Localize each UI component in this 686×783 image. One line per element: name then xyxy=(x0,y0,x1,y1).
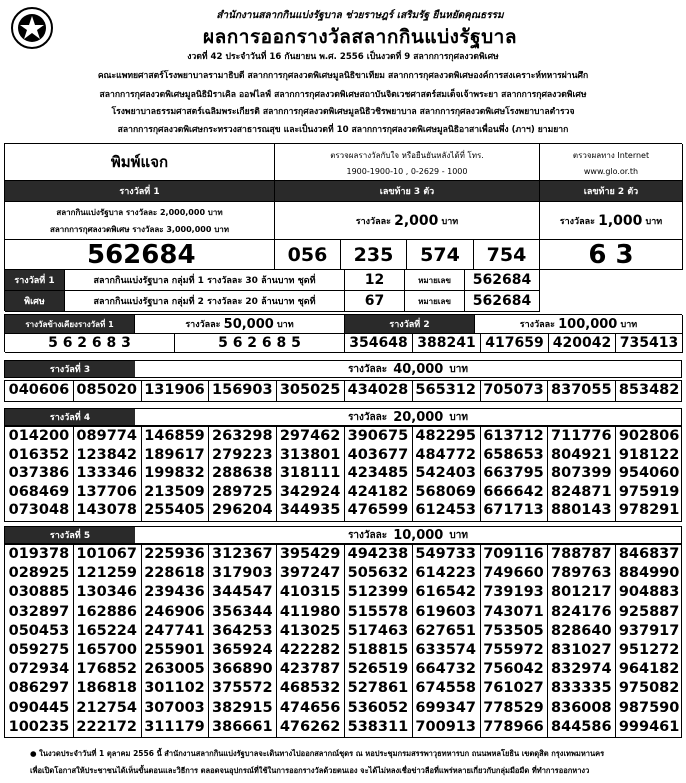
prize-number: 613712 xyxy=(483,428,544,444)
prize-number: 705073 xyxy=(483,382,544,398)
amount-unit: บาท xyxy=(449,529,468,541)
special-label-1: รางวัลที่ 1 xyxy=(5,270,65,291)
prize-number: 137706 xyxy=(76,483,137,500)
prize-number: 375572 xyxy=(212,680,273,697)
amount-value: 100,000 xyxy=(558,316,618,332)
first-prize-number: 562684 xyxy=(5,240,275,270)
print-label: พิมพ์แจก xyxy=(5,144,275,181)
prize-number: 016352 xyxy=(8,446,70,463)
prize-number: 212754 xyxy=(76,699,137,716)
three-digit-number: 235 xyxy=(341,240,407,270)
prize-number: 239436 xyxy=(144,584,205,601)
prize-number: 904883 xyxy=(618,584,680,601)
prize-number: 482295 xyxy=(415,428,476,444)
second-prize-label: รางวัลที่ 2 xyxy=(345,315,475,334)
prize-number: 189617 xyxy=(144,446,205,463)
prize-number: 288638 xyxy=(212,465,273,482)
prize-number: 789763 xyxy=(551,565,612,582)
special-set: 67 xyxy=(345,291,405,312)
prize-number: 422282 xyxy=(279,642,341,658)
prize-number: 846837 xyxy=(618,546,680,562)
column-divider xyxy=(615,381,616,401)
prize-number: 186818 xyxy=(76,680,137,697)
prize-number: 568069 xyxy=(415,483,476,500)
amount-value: 40,000 xyxy=(393,361,444,377)
prize-number: 289725 xyxy=(212,483,273,500)
prize-number: 778529 xyxy=(483,699,544,716)
prize-number: 344547 xyxy=(212,584,273,601)
prize-number: 395429 xyxy=(279,546,341,562)
prize-number: 937917 xyxy=(618,622,680,639)
prize-number: 382915 xyxy=(212,699,273,716)
phone-1: 1900-1900-10 xyxy=(346,166,404,176)
prize-number: 030885 xyxy=(8,584,70,601)
footnote-line-2: เพื่อเปิดโอกาสให้ประชาชนได้เห็นขั้นตอนและวิธีการ ตลอดจนอุปกรณ์ที่ใช้ในการออกรางวัลด้วยตนเอง จะได้ไม่หลงเชื่อข่าวลือที่แพร่หลายเกี่ยวกับกลุ่มมือมืด ที่ทำการออกหางว xyxy=(30,766,590,775)
prize-number: 068469 xyxy=(8,483,70,500)
amount-label: รางวัลละ xyxy=(355,216,391,227)
prize-number: 123842 xyxy=(76,446,137,463)
special-no-label: หมายเลข xyxy=(405,270,465,291)
prize-number: 853482 xyxy=(618,382,680,398)
phone-separator: , xyxy=(405,166,409,176)
column-divider xyxy=(547,545,548,737)
phone-info xyxy=(275,144,540,181)
three-digit-label: เลขท้าย 3 ตัว xyxy=(275,181,540,202)
prize-number: 014200 xyxy=(8,428,70,444)
prize-number: 755972 xyxy=(483,642,544,658)
prize-number: 156903 xyxy=(212,382,273,398)
internet-label: ตรวจผลทาง Internet xyxy=(572,150,650,160)
phone-numbers xyxy=(347,167,468,176)
prize-number: 512399 xyxy=(347,584,409,601)
prize-number: 844586 xyxy=(551,718,612,735)
second-prize-number: 420042 xyxy=(549,334,616,353)
prize-number: 356344 xyxy=(212,603,273,620)
prize-number: 365924 xyxy=(212,642,273,658)
prize-number: 344935 xyxy=(279,502,341,519)
column-divider xyxy=(547,427,548,521)
prize-number: 317903 xyxy=(212,565,273,582)
header-line: สลากการกุศลงวดพิเศษกระทรวงสาธารณสุข และเป็นงวดที่ 10 สลากการกุศลงวดพิเศษมูลนิธิอาสาเพื่อนพึ่ง (ภาฯ) ยามยาก xyxy=(117,125,569,135)
column-divider xyxy=(73,545,74,737)
prize-number: 925887 xyxy=(618,603,680,620)
column-divider xyxy=(141,381,142,401)
prize-number: 165224 xyxy=(76,622,137,639)
prize-number: 028925 xyxy=(8,565,70,582)
prize-number: 515578 xyxy=(347,603,409,620)
prize-number: 518815 xyxy=(347,642,409,658)
column-divider xyxy=(412,381,413,401)
three-digit-number: 754 xyxy=(474,240,540,270)
prize-number: 468532 xyxy=(279,680,341,697)
prize-number: 222172 xyxy=(76,718,137,735)
prize-number: 880143 xyxy=(551,502,612,519)
fifth-prize-label: รางวัลที่ 5 xyxy=(5,527,135,543)
prize-number: 019378 xyxy=(8,546,70,562)
prize-number: 526519 xyxy=(347,661,409,678)
amount-label: รางวัลละ xyxy=(519,320,555,330)
header-line: โรงพยาบาลธรรมศาสตร์เฉลิมพระเกียรติ สลากการกุศลงวดพิเศษมูลนิธิวชิรพยาบาล สลากการกุศลงวดพิเศษโรงพยาบาลตำรวจ xyxy=(111,107,575,117)
prize-number: 312367 xyxy=(212,546,273,562)
prize-number: 121259 xyxy=(76,565,137,582)
prize-number: 951272 xyxy=(618,642,680,658)
first-prize-detail-2: สลากการกุศลงวดพิเศษ รางวัลละ 3,000,000 บาท xyxy=(49,224,230,234)
column-divider xyxy=(344,427,345,521)
prize-number: 824176 xyxy=(551,603,612,620)
prize-number: 296204 xyxy=(212,502,273,519)
column-divider xyxy=(208,545,209,737)
prize-number: 410315 xyxy=(279,584,341,601)
prize-number: 213509 xyxy=(144,483,205,500)
column-divider xyxy=(208,427,209,521)
third-prize-grid xyxy=(4,380,682,402)
prize-number: 050453 xyxy=(8,622,70,639)
prize-number: 711776 xyxy=(551,428,612,444)
column-divider xyxy=(344,545,345,737)
prize-number: 619603 xyxy=(415,603,476,620)
prize-number: 565312 xyxy=(415,382,476,398)
amount-value: 2,000 xyxy=(394,212,439,229)
prize-number: 059275 xyxy=(8,642,70,658)
prize-number: 918122 xyxy=(618,446,680,463)
prize-number: 614223 xyxy=(415,565,476,582)
special-desc: สลากกินแบ่งรัฐบาล กลุ่มที่ 1 รางวัลละ 30 ล้านบาท ชุดที่ xyxy=(65,270,345,291)
prize-number: 837055 xyxy=(551,382,612,398)
prize-number: 255405 xyxy=(144,502,205,519)
prize-number: 987590 xyxy=(618,699,680,716)
prize-number: 474656 xyxy=(279,699,341,716)
prize-number: 246906 xyxy=(144,603,205,620)
prize-number: 424182 xyxy=(347,483,409,500)
prize-number: 476599 xyxy=(347,502,409,519)
prize-number: 824871 xyxy=(551,483,612,500)
special-desc: สลากกินแบ่งรัฐบาล กลุ่มที่ 2 รางวัลละ 20 ล้านบาท ชุดที่ xyxy=(65,291,345,312)
prize-number: 671713 xyxy=(483,502,544,519)
header-line: คณะแพทยศาสตร์โรงพยาบาลรามาธิบดี สลากการกุศลงวดพิเศษมูลนิธิขาเทียม สลากการกุศลงวดพิเศษองค์การสงเคราะห์ทหารผ่านศึก xyxy=(97,71,589,81)
prize-number: 199832 xyxy=(144,465,205,482)
prize-number: 476262 xyxy=(279,718,341,735)
prize-number: 536052 xyxy=(347,699,409,716)
column-divider xyxy=(276,545,277,737)
prize-number: 032897 xyxy=(8,603,70,620)
prize-number: 313801 xyxy=(279,446,341,463)
prize-number: 527861 xyxy=(347,680,409,697)
fourth-prize-label: รางวัลที่ 4 xyxy=(5,409,135,425)
special-no-label: หมายเลข xyxy=(405,291,465,312)
prize-number: 538311 xyxy=(347,718,409,735)
prize-number: 828640 xyxy=(551,622,612,639)
prize-number: 072934 xyxy=(8,661,70,678)
special-label-2: พิเศษ xyxy=(5,291,65,312)
three-digit-amount xyxy=(275,202,540,240)
prize-number: 753505 xyxy=(483,622,544,639)
prize-number: 434028 xyxy=(347,382,409,398)
prize-number: 073048 xyxy=(8,502,70,519)
prize-number: 423485 xyxy=(347,465,409,482)
three-digit-number: 056 xyxy=(275,240,341,270)
prize-number: 146859 xyxy=(144,428,205,444)
second-prize-table xyxy=(4,314,682,352)
prize-number: 162886 xyxy=(76,603,137,620)
agency-name: สำนักงานสลากกินแบ่งรัฐบาล ช่วยราษฎร์ เสริมรัฐ ยืนหยัดคุณธรรม xyxy=(216,10,504,21)
amount-value: 10,000 xyxy=(393,527,444,543)
near-first-number: 5 6 2 6 8 5 xyxy=(175,334,345,353)
header-line: งวดที่ 42 ประจำวันที่ 16 กันยายน พ.ศ. 2556 เป็นงวดที่ 9 สลากการกุศลงวดพิเศษ xyxy=(187,52,499,62)
prize-number: 494238 xyxy=(347,546,409,562)
prize-number: 831027 xyxy=(551,642,612,658)
prize-number: 743071 xyxy=(483,603,544,620)
prize-number: 801217 xyxy=(551,584,612,601)
footnote xyxy=(30,745,680,779)
prize-number: 975082 xyxy=(618,680,680,697)
prize-number: 089774 xyxy=(76,428,137,444)
prize-number: 616542 xyxy=(415,584,476,601)
column-divider xyxy=(208,381,209,401)
prize-number: 549733 xyxy=(415,546,476,562)
two-digit-number: 6 3 xyxy=(540,240,683,270)
prize-number: 832974 xyxy=(551,661,612,678)
prize-number: 342924 xyxy=(279,483,341,500)
prize-number: 318111 xyxy=(279,465,341,482)
prize-number: 658653 xyxy=(483,446,544,463)
header xyxy=(0,0,686,140)
top-table xyxy=(4,143,682,311)
page-title: ผลการออกรางวัลสลากกินแบ่งรัฐบาล xyxy=(203,26,517,48)
amount-unit: บาท xyxy=(449,363,468,375)
prize-number: 364253 xyxy=(212,622,273,639)
column-divider xyxy=(73,381,74,401)
column-divider xyxy=(412,545,413,737)
prize-number: 663795 xyxy=(483,465,544,482)
column-divider xyxy=(547,381,548,401)
amount-value: 50,000 xyxy=(223,316,274,332)
special-number: 562684 xyxy=(465,270,540,291)
column-divider xyxy=(73,427,74,521)
column-divider xyxy=(615,427,616,521)
column-divider xyxy=(276,427,277,521)
second-prize-amount xyxy=(475,315,683,334)
prize-number: 263005 xyxy=(144,661,205,678)
prize-number: 131906 xyxy=(144,382,205,398)
second-prize-number: 388241 xyxy=(413,334,481,353)
fifth-prize-header xyxy=(4,526,682,544)
special-number: 562684 xyxy=(465,291,540,312)
prize-number: 954060 xyxy=(618,465,680,482)
near-first-amount xyxy=(135,315,345,334)
internet-info xyxy=(540,144,683,181)
prize-number: 423787 xyxy=(279,661,341,678)
prize-number: 311179 xyxy=(144,718,205,735)
prize-number: 390675 xyxy=(347,428,409,444)
prize-number: 633574 xyxy=(415,642,476,658)
prize-number: 749660 xyxy=(483,565,544,582)
prize-number: 517463 xyxy=(347,622,409,639)
fourth-prize-grid xyxy=(4,426,682,522)
prize-number: 778966 xyxy=(483,718,544,735)
third-prize-amount xyxy=(135,361,681,377)
prize-number: 100235 xyxy=(8,718,70,735)
header-line: สลากการกุศลงวดพิเศษมูลนิธิมิราเคิล ออฟไลฟ์ สลากการกุศลงวดพิเศษสถาบันจิตเวชศาสตร์สมเด็จเจ้าพระยา สลากการกุศลงวดพิเศษ xyxy=(99,90,587,100)
prize-number: 804921 xyxy=(551,446,612,463)
prize-number: 386661 xyxy=(212,718,273,735)
prize-number: 403677 xyxy=(347,446,409,463)
column-divider xyxy=(141,427,142,521)
prize-number: 884990 xyxy=(618,565,680,582)
prize-number: 484772 xyxy=(415,446,476,463)
amount-value: 20,000 xyxy=(393,409,444,425)
first-prize-detail-1: สลากกินแบ่งรัฐบาล รางวัลละ 2,000,000 บาท xyxy=(56,207,223,217)
prize-number: 366890 xyxy=(212,661,273,678)
prize-number: 037386 xyxy=(8,465,70,482)
prize-number: 085020 xyxy=(76,382,137,398)
near-first-label: รางวัลข้างเคียงรางวัลที่ 1 xyxy=(5,315,135,334)
prize-number: 297462 xyxy=(279,428,341,444)
website-link[interactable]: www.glo.or.th xyxy=(583,166,639,176)
prize-number: 700913 xyxy=(415,718,476,735)
check-label: ตรวจผลรางวัลกับใจ หรือยืนยันหลังได้ที่ โทร. xyxy=(330,150,484,160)
prize-number: 761027 xyxy=(483,680,544,697)
prize-number: 090445 xyxy=(8,699,70,716)
prize-number: 225936 xyxy=(144,546,205,562)
prize-number: 165700 xyxy=(76,642,137,658)
two-digit-label: เลขท้าย 2 ตัว xyxy=(540,181,683,202)
fourth-prize-header xyxy=(4,408,682,426)
amount-label: รางวัลละ xyxy=(348,363,388,375)
prize-number: 836008 xyxy=(551,699,612,716)
prize-number: 307003 xyxy=(144,699,205,716)
second-prize-number: 354648 xyxy=(345,334,413,353)
prize-number: 902806 xyxy=(618,428,680,444)
first-prize-label: รางวัลที่ 1 xyxy=(5,181,275,202)
prize-number: 964182 xyxy=(618,661,680,678)
prize-number: 130346 xyxy=(76,584,137,601)
column-divider xyxy=(480,427,481,521)
prize-number: 505632 xyxy=(347,565,409,582)
prize-number: 739193 xyxy=(483,584,544,601)
prize-number: 664732 xyxy=(415,661,476,678)
prize-number: 143078 xyxy=(76,502,137,519)
footnote-line-1: ● ในงวดประจำวันที่ 1 ตุลาคม 2556 นี้ สำนักงานสลากกินแบ่งรัฐบาลจะเดินทางไปออกสลากณ์ชุดร ณ หอประชุมกรมสรรพาวุธทหารบก ถนนพหลโยธิน เขตดุสิต กรุงเทพมหานคร xyxy=(30,749,605,758)
third-prize-header xyxy=(4,360,682,378)
amount-label: รางวัลละ xyxy=(348,529,388,541)
column-divider xyxy=(615,545,616,737)
second-prize-number: 417659 xyxy=(481,334,549,353)
column-divider xyxy=(276,381,277,401)
prize-number: 411980 xyxy=(279,603,341,620)
amount-unit: บาท xyxy=(645,216,663,227)
prize-number: 397247 xyxy=(279,565,341,582)
prize-number: 833335 xyxy=(551,680,612,697)
prize-number: 666642 xyxy=(483,483,544,500)
amount-unit: บาท xyxy=(276,320,294,330)
amount-label: รางวัลละ xyxy=(185,320,221,330)
near-first-number: 5 6 2 6 8 3 xyxy=(5,334,175,353)
prize-number: 756042 xyxy=(483,661,544,678)
column-divider xyxy=(480,545,481,737)
prize-number: 807399 xyxy=(551,465,612,482)
first-prize-detail xyxy=(5,202,275,240)
prize-number: 305025 xyxy=(279,382,341,398)
three-digit-number: 574 xyxy=(407,240,474,270)
amount-label: รางวัลละ xyxy=(348,411,388,423)
prize-number: 086297 xyxy=(8,680,70,697)
prize-number: 176852 xyxy=(76,661,137,678)
prize-number: 255901 xyxy=(144,642,205,658)
prize-number: 788787 xyxy=(551,546,612,562)
fourth-prize-amount xyxy=(135,409,681,425)
prize-number: 133346 xyxy=(76,465,137,482)
prize-number: 101067 xyxy=(76,546,137,562)
prize-number: 699347 xyxy=(415,699,476,716)
phone-2: 0-2629 - 1000 xyxy=(410,166,468,176)
prize-number: 999461 xyxy=(618,718,680,735)
prize-number: 709116 xyxy=(483,546,544,562)
amount-unit: บาท xyxy=(449,411,468,423)
prize-number: 247741 xyxy=(144,622,205,639)
prize-number: 413025 xyxy=(279,622,341,639)
fifth-prize-grid xyxy=(4,544,682,738)
prize-number: 301102 xyxy=(144,680,205,697)
column-divider xyxy=(344,381,345,401)
fifth-prize-amount xyxy=(135,527,681,543)
second-prize-number: 735413 xyxy=(616,334,683,353)
amount-label: รางวัลละ xyxy=(559,216,595,227)
amount-value: 1,000 xyxy=(598,212,643,229)
prize-number: 627651 xyxy=(415,622,476,639)
prize-number: 228618 xyxy=(144,565,205,582)
column-divider xyxy=(141,545,142,737)
prize-number: 674558 xyxy=(415,680,476,697)
glo-seal-icon xyxy=(10,6,54,50)
prize-number: 612453 xyxy=(415,502,476,519)
prize-number: 279223 xyxy=(212,446,273,463)
prize-number: 975919 xyxy=(618,483,680,500)
column-divider xyxy=(412,427,413,521)
prize-number: 263298 xyxy=(212,428,273,444)
prize-number: 040606 xyxy=(8,382,70,398)
prize-number: 542403 xyxy=(415,465,476,482)
column-divider xyxy=(480,381,481,401)
third-prize-label: รางวัลที่ 3 xyxy=(5,361,135,377)
amount-unit: บาท xyxy=(620,320,638,330)
two-digit-amount xyxy=(540,202,683,240)
prize-number: 978291 xyxy=(618,502,680,519)
special-set: 12 xyxy=(345,270,405,291)
amount-unit: บาท xyxy=(441,216,459,227)
